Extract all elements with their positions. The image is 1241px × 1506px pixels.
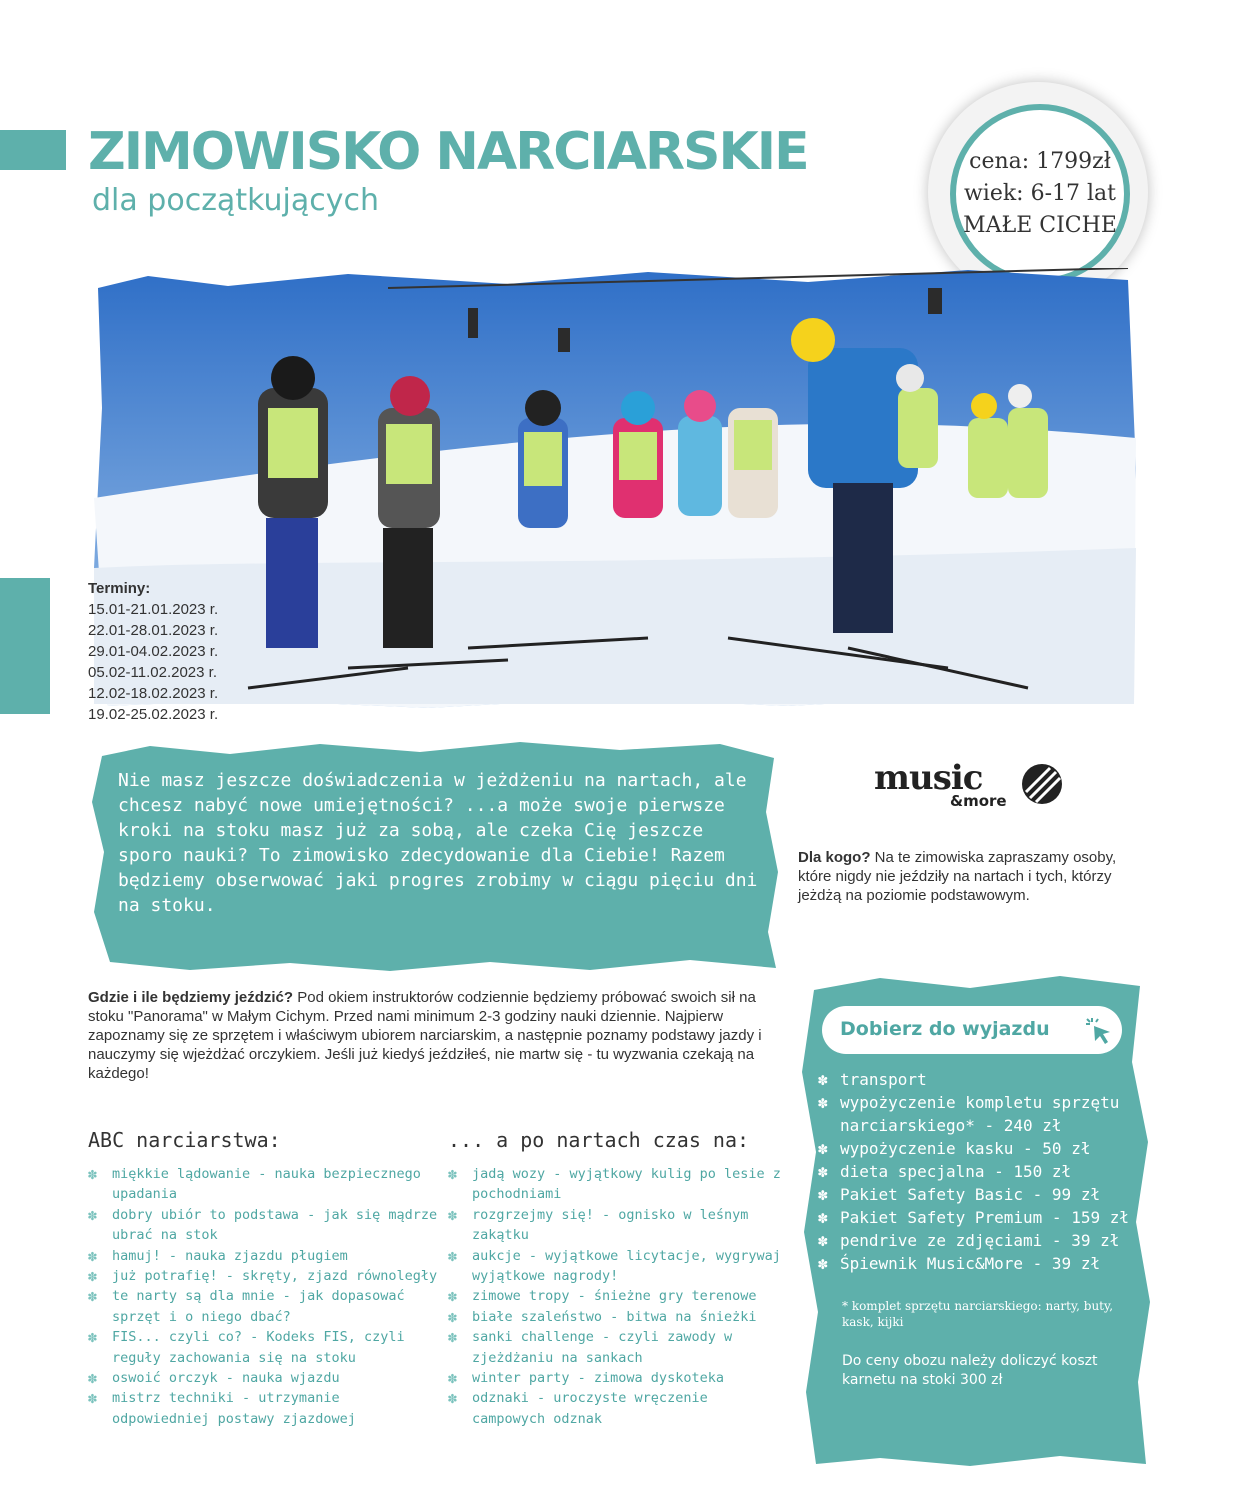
terms-list: [88, 578, 218, 725]
decor-bar-top: [0, 130, 66, 170]
after-title: ... a po nartach czas na:: [448, 1128, 750, 1152]
music-and-more-logo: [874, 758, 1074, 808]
snowflake-icon: ✽: [88, 1389, 98, 1408]
logo-sub: &more: [950, 792, 1007, 810]
for-who-label: Dla kogo?: [798, 849, 871, 866]
extras-list: [818, 1068, 1148, 1275]
list-item: ✽ odznaki - uroczyste wręczenie campowych odznak: [448, 1389, 708, 1427]
snowflake-icon: ✽: [818, 1093, 828, 1112]
list-item: ✽ mistrz techniki - utrzymanie odpowiedniej postawy zjazdowej: [88, 1389, 356, 1427]
term-date: 22.01-28.01.2023 r.: [88, 622, 219, 639]
list-item: ✽ wypożyczenie kasku - 50 zł: [818, 1139, 1091, 1158]
list-item: ✽ miękkie lądowanie - nauka bezpiecznego upadania: [88, 1165, 421, 1203]
list-item: ✽ te narty są dla mnie - jak dopasować sprzęt i o niego dbać?: [88, 1287, 405, 1325]
price-label: cena: 1799zł: [969, 149, 1111, 174]
snowflake-icon: ✽: [448, 1328, 458, 1347]
snowflake-icon: ✽: [88, 1328, 98, 1347]
add-to-trip-button[interactable]: [822, 1006, 1122, 1054]
snowflake-icon: ✽: [818, 1208, 828, 1227]
snowflake-icon: ✽: [448, 1165, 458, 1183]
equipment-footnote: * komplet sprzętu narciarskiego: narty, buty, kask, kijki: [842, 1299, 1114, 1329]
ski-group-photo: [88, 268, 1140, 710]
abc-title: ABC narciarstwa:: [88, 1128, 281, 1152]
snowflake-icon: ✽: [818, 1231, 828, 1250]
for-who-text: Na te zimowiska zapraszamy osoby, które nigdy nie jeździły na nartach i tych, którzy jeżdżą na poziomie podstawowym.: [798, 849, 1117, 904]
where-paragraph: [88, 988, 772, 1083]
decor-bar-side: [0, 578, 50, 714]
snowflake-icon: ✽: [818, 1254, 828, 1273]
list-item: ✽ pendrive ze zdjęciami - 39 zł: [818, 1231, 1120, 1250]
where-label: Gdzie i ile będziemy jeździć?: [88, 989, 294, 1006]
snowflake-icon: ✽: [88, 1205, 98, 1224]
logo-word: music: [874, 758, 983, 798]
snowflake-icon: ✽: [448, 1205, 458, 1224]
list-item: ✽ dieta specjalna - 150 zł: [818, 1162, 1072, 1181]
snowflake-icon: ✽: [448, 1287, 458, 1306]
age-label: wiek: 6-17 lat: [963, 181, 1117, 206]
snowflake-icon: ✽: [88, 1369, 98, 1388]
list-item: ✽ dobry ubiór to podstawa - jak się mądrze ubrać na stok: [88, 1205, 438, 1244]
snowflake-icon: ✽: [448, 1246, 458, 1265]
term-date: 29.01-04.02.2023 r.: [88, 643, 219, 660]
list-item: ✽ rozgrzejmy się! - ognisko w leśnym zakątku: [448, 1205, 749, 1244]
list-item: ✽ transport: [818, 1070, 927, 1089]
list-item: ✽ jadą wozy - wyjątkowy kulig po lesie z pochodniami: [448, 1165, 781, 1203]
list-item: ✽ Pakiet Safety Basic - 99 zł: [818, 1185, 1101, 1204]
cursor-click-icon: [1084, 1016, 1114, 1046]
page-title: ZIMOWISKO NARCIARSKIE: [88, 122, 808, 182]
list-item: ✽ FIS... czyli co? - Kodeks FIS, czyli reguły zachowania się na stoku: [88, 1328, 405, 1366]
intro-text: Nie masz jeszcze doświadczenia w jeżdżeniu na nartach, ale chcesz nabyć nowe umiejętności? ...a może swoje pierwsze kroki na stoku masz już za sobą, ale czeka Cię jeszcze sporo nauki? To zimowisko zdecydowanie dla Ciebie! Razem będziemy obserwować jaki progres zrobimy w ciągu pięciu dni na stoku.: [118, 770, 758, 916]
snowflake-icon: ✽: [448, 1307, 458, 1326]
snowflake-icon: ✽: [88, 1165, 98, 1183]
list-item: ✽ wypożyczenie kompletu sprzętu narciarskiego* - 240 zł: [818, 1093, 1120, 1135]
snowflake-icon: ✽: [818, 1162, 828, 1181]
snowflake-icon: ✽: [818, 1185, 828, 1204]
list-item: ✽ winter party - zimowa dyskoteka: [448, 1369, 724, 1388]
term-date: 19.02-25.02.2023 r.: [88, 706, 219, 723]
after-list: [448, 1164, 788, 1429]
add-to-trip-label: Dobierz do wyjazdu: [840, 1018, 1050, 1040]
for-who-paragraph: [798, 848, 1128, 905]
list-item: ✽ hamuj! - nauka zjazdu pługiem: [88, 1246, 348, 1265]
location-label: MAŁE CICHE: [963, 213, 1117, 238]
list-item: ✽ Pakiet Safety Premium - 159 zł: [818, 1208, 1129, 1227]
abc-list: [88, 1164, 438, 1429]
snowflake-icon: ✽: [448, 1389, 458, 1408]
snowflake-icon: ✽: [448, 1369, 458, 1388]
snowflake-icon: ✽: [818, 1070, 828, 1089]
term-date: 15.01-21.01.2023 r.: [88, 601, 219, 618]
ski-pass-note: Do ceny obozu należy doliczyć koszt karnetu na stoki 300 zł: [842, 1353, 1098, 1388]
list-item: ✽ zimowe tropy - śnieżne gry terenowe: [448, 1287, 757, 1306]
snowflake-icon: ✽: [88, 1267, 98, 1286]
terms-heading: Terminy:: [88, 580, 151, 597]
list-item: ✽ białe szaleństwo - bitwa na śnieżki: [448, 1307, 757, 1326]
page-subtitle: dla początkujących: [92, 183, 380, 218]
list-item: ✽ już potrafię! - skręty, zjazd równoległy: [88, 1267, 438, 1286]
term-date: 05.02-11.02.2023 r.: [88, 664, 217, 681]
term-date: 12.02-18.02.2023 r.: [88, 685, 219, 702]
list-item: ✽ oswoić orczyk - nauka wjazdu: [88, 1369, 340, 1388]
snowflake-icon: ✽: [88, 1287, 98, 1306]
list-item: ✽ aukcje - wyjątkowe licytacje, wygrywaj wyjątkowe nagrody!: [448, 1246, 781, 1285]
list-item: ✽ sanki challenge - czyli zawody w zjeżdżaniu na sankach: [448, 1328, 733, 1366]
where-text: Pod okiem instruktorów codziennie będziemy próbować swoich sił na stoku "Panorama" w Małym Cichym. Przed nami minimum 2-3 godziny nauki dziennie. Najpierw zapoznamy się ze sprzętem i właściwym ubiorem narciarskim, a następnie poznamy podstawy jazdy i nauczymy się wjeżdżać orczykiem. Jeśli już kiedyś jeździłeś, nie martw się - tu wyzwania czekają na każdego!: [88, 989, 762, 1082]
snowflake-icon: ✽: [88, 1246, 98, 1265]
snowflake-icon: ✽: [818, 1139, 828, 1158]
list-item: ✽ Śpiewnik Music&More - 39 zł: [818, 1254, 1101, 1273]
logo-stripes-icon: [1020, 762, 1064, 806]
